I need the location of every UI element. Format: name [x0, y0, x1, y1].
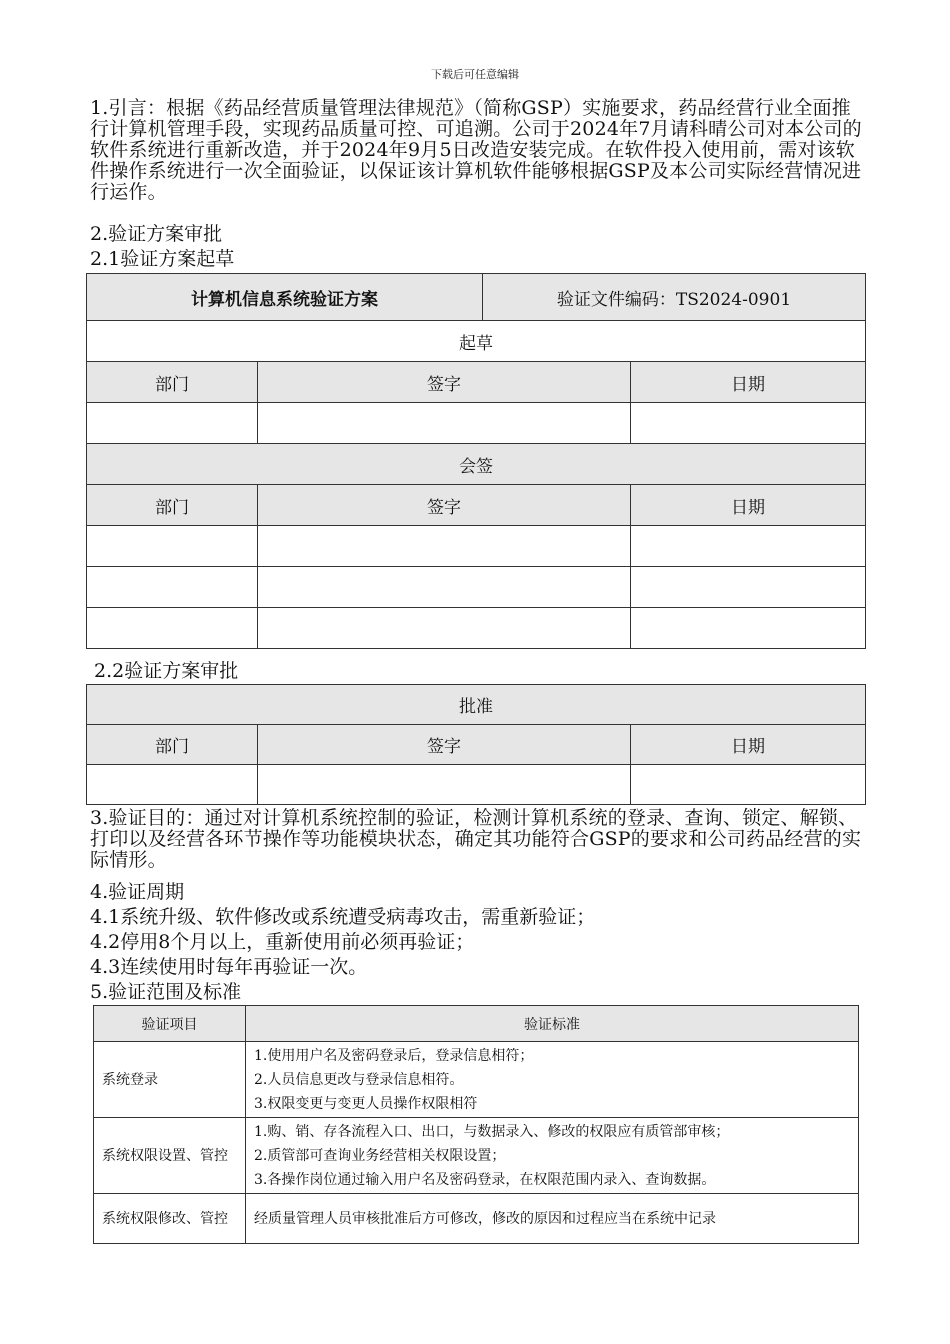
approve-label: 批准	[87, 685, 866, 725]
section-2-1-heading: 2.1验证方案起草	[90, 248, 235, 270]
standard-line: 2.质管部可查询业务经营相关权限设置；	[254, 1147, 506, 1164]
column-dept: 部门	[87, 485, 258, 526]
item-login: 系统登录	[94, 1042, 246, 1118]
countersign-dept-cell	[87, 567, 258, 608]
column-standard: 验证标准	[246, 1006, 859, 1042]
column-date: 日期	[631, 725, 866, 765]
approve-dept-cell	[87, 765, 258, 805]
section-5-heading: 5.验证范围及标准	[90, 981, 242, 1003]
countersign-date-cell	[631, 608, 866, 649]
standard-login	[246, 1042, 859, 1118]
draft-dept-cell	[87, 403, 258, 444]
approve-date-cell	[631, 765, 866, 805]
item-permission-setting: 系统权限设置、管控	[94, 1118, 246, 1194]
countersign-sign-cell	[258, 608, 631, 649]
countersign-date-cell	[631, 567, 866, 608]
countersign-sign-cell	[258, 526, 631, 567]
standard-permission-modify	[246, 1194, 859, 1244]
column-dept: 部门	[87, 362, 258, 403]
item-permission-modify: 系统权限修改、管控	[94, 1194, 246, 1244]
draft-sign-cell	[258, 403, 631, 444]
column-date: 日期	[631, 485, 866, 526]
section-4-heading: 4.验证周期	[90, 881, 185, 903]
column-sign: 签字	[258, 725, 631, 765]
approval-table	[86, 684, 866, 805]
countersign-date-cell	[631, 526, 866, 567]
standard-line: 1.使用用户名及密码登录后，登录信息相符；	[254, 1047, 534, 1064]
countersign-label: 会签	[87, 444, 866, 485]
standard-line: 1.购、销、存各流程入口、出口，与数据录入、修改的权限应有质管部审核；	[254, 1123, 730, 1140]
column-sign: 签字	[258, 485, 631, 526]
section-2-2-heading: 2.2验证方案审批	[94, 660, 239, 682]
scope-standards-table	[93, 1005, 859, 1244]
section-4-3: 4.3连续使用时每年再验证一次。	[90, 956, 368, 978]
scheme-title: 计算机信息系统验证方案	[87, 274, 483, 321]
standard-line: 经质量管理人员审核批准后方可修改，修改的原因和过程应当在系统中记录	[254, 1210, 716, 1227]
column-item: 验证项目	[94, 1006, 246, 1042]
draft-label: 起草	[87, 321, 866, 362]
countersign-dept-cell	[87, 526, 258, 567]
draft-date-cell	[631, 403, 866, 444]
standard-permission-setting	[246, 1118, 859, 1194]
document-code: 验证文件编码：TS2024-0901	[483, 274, 866, 321]
page-header: 下载后可任意编辑	[431, 68, 519, 81]
section-4-2: 4.2停用8个月以上，重新使用前必须再验证；	[90, 931, 475, 953]
standard-line: 3.权限变更与变更人员操作权限相符	[254, 1095, 478, 1112]
countersign-sign-cell	[258, 567, 631, 608]
section-3-purpose: 3.验证目的：通过对计算机系统控制的验证，检测计算机系统的登录、查询、锁定、解锁、打印以及经营各环节操作等功能模块状态，确定其功能符合GSP的要求和公司药品经营的实际情形。	[90, 807, 862, 871]
draft-approval-table	[86, 273, 866, 649]
section-4-1: 4.1系统升级、软件修改或系统遭受病毒攻击，需重新验证；	[90, 906, 596, 928]
standard-line: 3.各操作岗位通过输入用户名及密码登录，在权限范围内录入、查询数据。	[254, 1171, 716, 1188]
column-dept: 部门	[87, 725, 258, 765]
standard-line: 2.人员信息更改与登录信息相符。	[254, 1071, 464, 1088]
section-2-heading: 2.验证方案审批	[90, 223, 223, 245]
column-date: 日期	[631, 362, 866, 403]
column-sign: 签字	[258, 362, 631, 403]
countersign-dept-cell	[87, 608, 258, 649]
approve-sign-cell	[258, 765, 631, 805]
intro-paragraph: 1.引言：根据《药品经营质量管理法律规范》（简称GSP）实施要求，药品经营行业全面推行计算机管理手段，实现药品质量可控、可追溯。公司于2024年7月请科晴公司对本公司的软件系统进行重新改造，并于2024年9月5日改造安装完成。在软件投入使用前，需对该软件操作系统进行一次全面验证，以保证该计算机软件能够根据GSP及本公司实际经营情况进行运作。	[90, 97, 862, 203]
